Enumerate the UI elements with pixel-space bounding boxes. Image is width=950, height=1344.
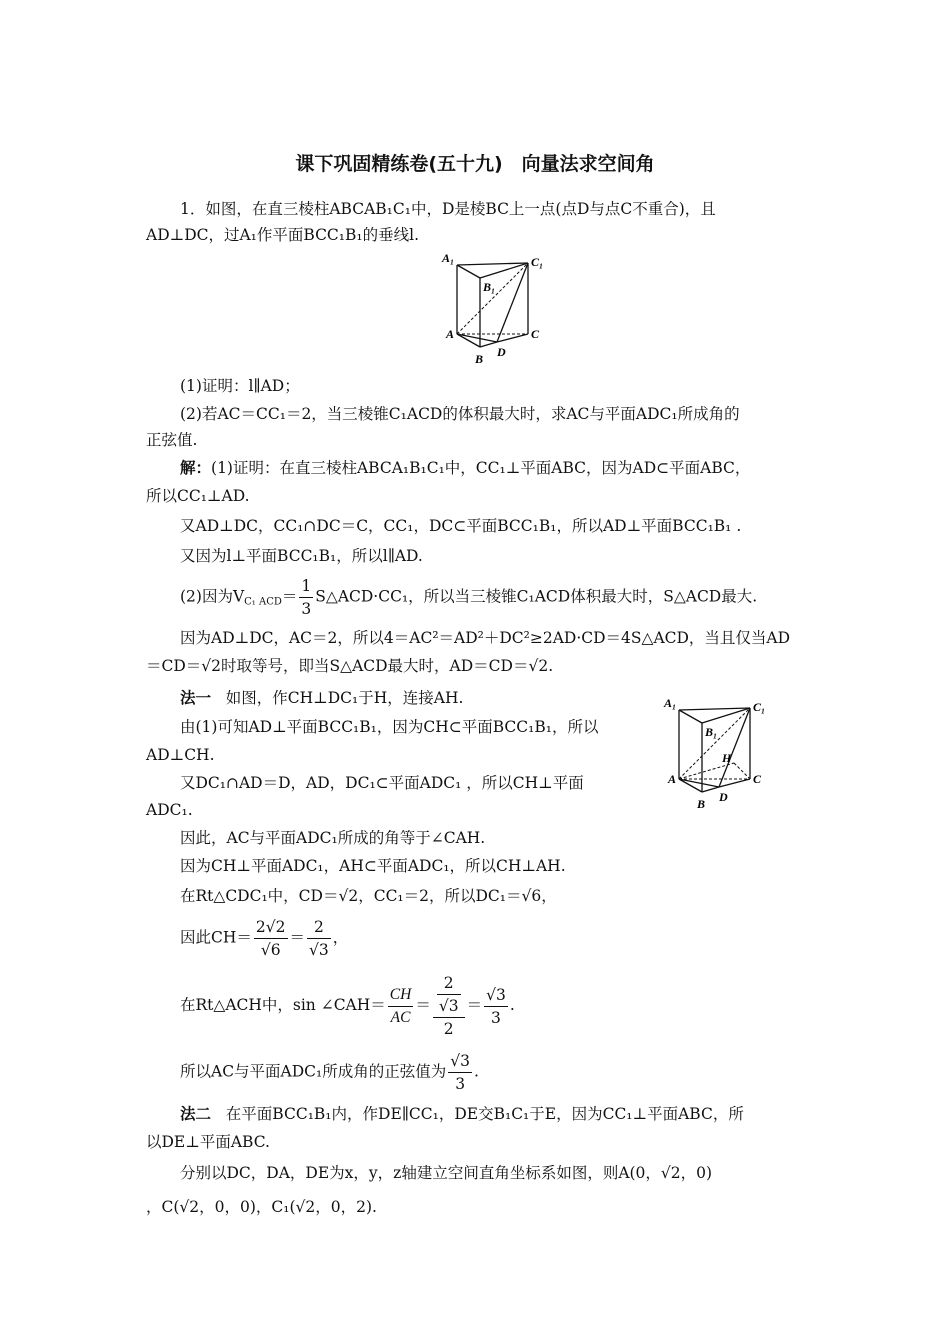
fraction-inner <box>437 972 461 1017</box>
method1-line-h: 在Rt△CDC₁中，CD＝√2，CC₁＝2，所以DC₁＝√6， <box>180 887 557 905</box>
method1-line-k: 所以AC与平面ADC₁所成角的正弦值为 $\frac{√3}{3}$ . <box>180 1052 479 1093</box>
frac-den: 3 <box>448 1072 472 1095</box>
label-C: C <box>753 772 762 786</box>
label-D: D <box>497 345 506 359</box>
question-2b: 正弦值. <box>146 431 198 449</box>
method2-label: 法二 <box>180 1104 212 1123</box>
s4-pre: (2)因为V <box>180 587 245 606</box>
question-1: (1)证明：l∥AD； <box>180 377 300 395</box>
method1-line-j: 在Rt△ACH中，sin ∠CAH＝ $\frac{CH}{AC}$ ＝ $\frac{\frac{2}{√3}}{2}$ ＝ $\frac{√3}{3}$ . <box>180 974 515 1038</box>
inner-den: √3 <box>437 994 461 1017</box>
method1-line-d: 又DC₁∩AD＝D，AD，DC₁⊂平面ADC₁ ，所以CH⊥平面 <box>180 774 584 792</box>
method1-label: 法一 <box>180 688 212 707</box>
fraction-answer <box>448 1050 472 1095</box>
sin-pre: 在Rt△ACH中，sin ∠CAH＝ <box>180 996 386 1014</box>
solution-text-1a: (1)证明：在直三棱柱ABCA₁B₁C₁中，CC₁⊥平面ABC，因为AD⊂平面ABC， <box>211 459 751 477</box>
s4-post: S△ACD·CC₁，所以当三棱锥C₁ACD体积最大时，S△ACD最大. <box>315 587 758 606</box>
method1-line-i: 因此CH＝ $\frac{2√2}{√6}$ ＝ $\frac{2}{√3}$ ， <box>180 918 349 959</box>
label-B1: B₁ <box>483 280 496 294</box>
solution-line4 <box>180 575 757 620</box>
question-2a: (2)若AC＝CC₁＝2，当三棱锥C₁ACD的体积最大时，求AC与平面ADC₁所成角的 <box>180 405 740 423</box>
prism-figure-2 <box>662 697 777 815</box>
label-A: A <box>446 327 455 341</box>
fraction-one-third <box>299 575 313 620</box>
method2-line-a <box>180 1104 744 1124</box>
s4-sub: C₁ ACD <box>244 596 282 608</box>
method1-text-a: 如图，作CH⊥DC₁于H，连接AH. <box>225 689 464 707</box>
ch-pre: 因此CH＝ <box>180 928 252 947</box>
label-A: A <box>668 772 677 786</box>
problem-line2: AD⊥DC，过A₁作平面BCC₁B₁的垂线l. <box>146 226 419 244</box>
frac-num <box>433 972 465 1017</box>
solution-line3: 又因为l⊥平面BCC₁B₁，所以l∥AD. <box>180 547 423 565</box>
frac-den: 2 <box>433 1017 465 1040</box>
frac-num: √3 <box>450 1052 470 1070</box>
method1-line-b: 由(1)可知AD⊥平面BCC₁B₁，因为CH⊂平面BCC₁B₁，所以 <box>180 718 599 736</box>
method1-line-g: 因为CH⊥平面ADC₁，AH⊂平面ADC₁，所以CH⊥AH. <box>180 857 566 875</box>
inner-num: 2 <box>443 974 454 992</box>
method2-line-d: ，C(√2，0，0)，C₁(√2，0，2). <box>146 1198 377 1216</box>
answer-pre: 所以AC与平面ADC₁所成角的正弦值为 <box>180 1062 447 1081</box>
method1-line-f: 因此，AC与平面ADC₁所成的角等于∠CAH. <box>180 829 486 847</box>
frac-num: √3 <box>486 985 506 1004</box>
page-title: 课下巩固精练卷(五十九) 向量法求空间角 <box>295 153 655 175</box>
label-C1: C₁ <box>531 255 544 269</box>
s4-eq: ＝ <box>281 587 298 606</box>
fraction-sin-1 <box>388 984 414 1029</box>
frac-den: AC <box>388 1006 414 1029</box>
frac-num: CH <box>389 985 412 1003</box>
fraction-sin-2 <box>433 972 465 1040</box>
frac-den: √3 <box>307 938 331 961</box>
solution-line1b: 所以CC₁⊥AD. <box>146 487 250 505</box>
frac-num: 2 <box>313 918 324 936</box>
label-A1: A₁ <box>664 697 677 710</box>
solution-line1 <box>180 458 750 478</box>
solution-line2: 又AD⊥DC，CC₁∩DC＝C，CC₁，DC⊂平面BCC₁B₁，所以AD⊥平面BCC₁B₁ . <box>180 517 742 535</box>
frac-den: √6 <box>254 938 288 961</box>
frac-den: 3 <box>484 1006 508 1029</box>
method2-line-b: 以DE⊥平面ABC. <box>146 1133 270 1151</box>
solution-label: 解： <box>180 458 212 477</box>
problem-line1: 1．如图，在直三棱柱ABCAB₁C₁中，D是棱BC上一点(点D与点C不重合)，且 <box>180 200 716 218</box>
method2-line-c: 分别以DC，DA，DE为x，y，z轴建立空间直角坐标系如图，则A(0，√2，0) <box>180 1164 713 1182</box>
fraction-ch-1 <box>254 916 288 961</box>
label-B: B <box>475 352 484 366</box>
method1-line-e: ADC₁. <box>146 801 193 819</box>
frac-num: 2√2 <box>255 918 286 936</box>
label-A1: A₁ <box>442 252 455 265</box>
method1-line-c: AD⊥CH. <box>146 746 215 764</box>
method2-text-a: 在平面BCC₁B₁内，作DE∥CC₁，DE交B₁C₁于E，因为CC₁⊥平面ABC，所 <box>225 1105 744 1123</box>
label-C: C <box>531 327 540 341</box>
method1-line-a <box>180 688 463 708</box>
label-B1: B₁ <box>705 725 718 739</box>
label-C1: C₁ <box>753 700 766 714</box>
label-D: D <box>719 790 728 804</box>
solution-line5a: 因为AD⊥DC，AC＝2，所以4＝AC²＝AD²＋DC²≥2AD·CD＝4S△ACD，当且仅当AD <box>180 629 791 647</box>
label-B: B <box>697 797 706 811</box>
solution-line5b: ＝CD＝√2时取等号，即当S△ACD最大时，AD＝CD＝√2. <box>146 657 554 675</box>
fraction-sin-3 <box>484 984 508 1029</box>
label-H: H <box>722 751 732 765</box>
prism-figure-1 <box>440 252 555 370</box>
fraction-ch-2 <box>307 916 331 961</box>
frac-num: 1 <box>301 577 312 595</box>
frac-den: 3 <box>299 597 313 620</box>
